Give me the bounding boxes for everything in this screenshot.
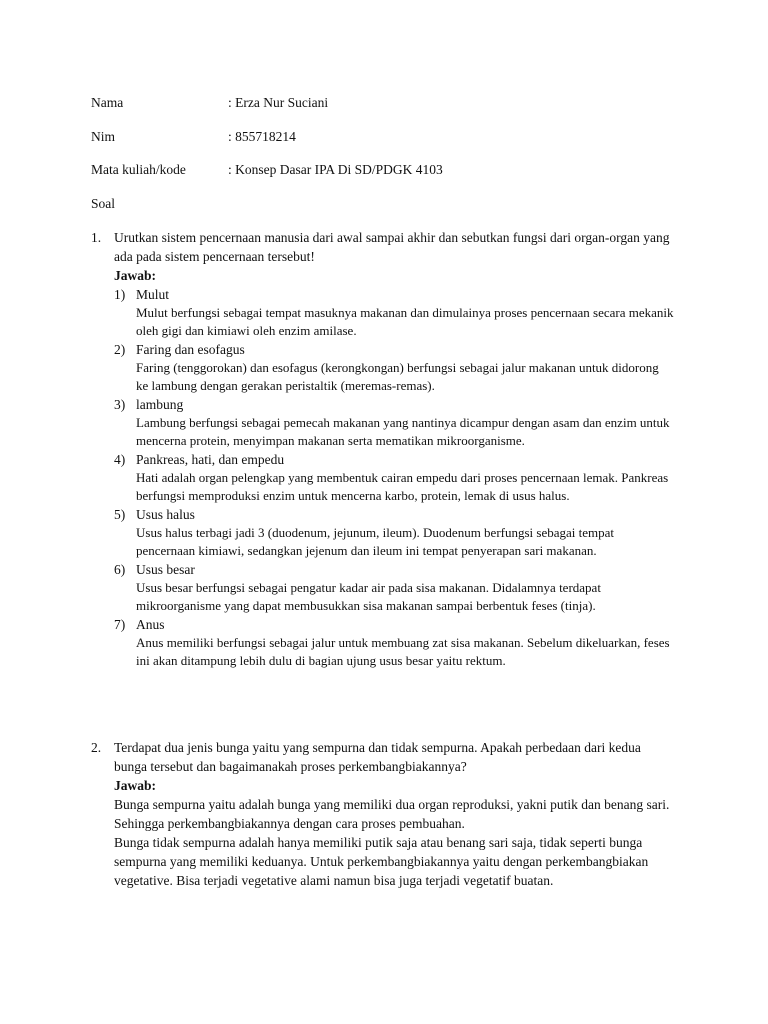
item-number: 4) — [114, 452, 126, 467]
list-item — [114, 560, 674, 615]
nim-label: Nim — [91, 129, 116, 144]
header-row-nim — [91, 127, 691, 146]
item-title: Faring dan esofagus — [136, 342, 245, 357]
question-2-jawab-label: Jawab: — [114, 778, 157, 793]
item-title: Pankreas, hati, dan empedu — [136, 452, 285, 467]
item-number: 6) — [114, 562, 126, 577]
answer-paragraph: Bunga tidak sempurna adalah hanya memiliki putik saja atau benang sari saja, tidak seperti bunga sempurna yang memiliki keduanya. Untuk perkembangbiakannya yaitu dengan perkembangbiakan vegetative. Bisa terjadi vegetative alami namun bisa juga terjadi vegetatif buatan. — [114, 835, 649, 888]
item-title: Usus besar — [136, 562, 195, 577]
mata-kuliah-label: Mata kuliah/kode — [91, 162, 186, 177]
item-title: Mulut — [136, 287, 170, 302]
question-1-text: Urutkan sistem pencernaan manusia dari awal sampai akhir dan sebutkan fungsi dari organ-organ yang ada pada sistem pencernaan tersebut! — [114, 230, 670, 264]
nama-label: Nama — [91, 95, 124, 110]
answer-paragraph: Bunga sempurna yaitu adalah bunga yang memiliki dua organ reproduksi, yakni putik dan benang sari. Sehingga perkembangbiakannya dengan cara proses pembuahan. — [114, 797, 670, 831]
question-2-text: Terdapat dua jenis bunga yaitu yang sempurna dan tidak sempurna. Apakah perbedaan dari kedua bunga tersebut dan bagaimanakah proses perkembangbiakannya? — [114, 740, 641, 774]
header-row-mata-kuliah — [91, 160, 691, 179]
item-number: 3) — [114, 397, 126, 412]
list-item — [114, 505, 674, 560]
item-description: Lambung berfungsi sebagai pemecah makanan yang nantinya dicampur dengan asam dan enzim untuk mencerna protein, menyimpan makanan serta mematikan mikroorganisme. — [136, 415, 670, 448]
list-item — [114, 395, 674, 450]
question-2 — [91, 738, 691, 890]
question-2-number: 2. — [91, 740, 102, 755]
list-item — [114, 285, 674, 340]
item-description: Hati adalah organ pelengkap yang membentuk cairan empedu dari proses pencernaan lemak. Pankreas berfungsi memproduksi enzim untuk mencerna karbo, protein, lemak di usus halus. — [136, 470, 669, 503]
item-description: Faring (tenggorokan) dan esofagus (kerongkongan) berfungsi sebagai jalur makanan untuk didorong ke lambung dengan gerakan peristaltik (meremas-remas). — [136, 360, 659, 393]
item-title: Usus halus — [136, 507, 195, 522]
item-number: 2) — [114, 342, 126, 357]
question-1-jawab-label: Jawab: — [114, 268, 157, 283]
item-title: lambung — [136, 397, 184, 412]
question-1-number: 1. — [91, 230, 102, 245]
item-number: 7) — [114, 617, 126, 632]
answer-2 — [114, 795, 674, 890]
list-item — [114, 450, 674, 505]
item-number: 1) — [114, 287, 126, 302]
list-item — [114, 615, 674, 670]
list-item — [114, 340, 674, 395]
soal-heading: Soal — [91, 196, 116, 211]
item-title: Anus — [136, 617, 165, 632]
nama-value: : Erza Nur Suciani — [228, 95, 329, 110]
item-description: Mulut berfungsi sebagai tempat masuknya makanan dan dimulainya proses pencernaan secara mekanik oleh gigi dan kimiawi oleh enzim amilase. — [136, 305, 674, 338]
nim-value: : 855718214 — [228, 129, 296, 144]
answer-1-list — [114, 285, 674, 670]
item-description: Usus besar berfungsi sebagai pengatur kadar air pada sisa makanan. Didalamnya terdapat mikroorganisme yang dapat membusukkan sisa makanan sampai berbentuk feses (tinja). — [136, 580, 601, 613]
item-description: Anus memiliki berfungsi sebagai jalur untuk membuang zat sisa makanan. Sebelum dikeluarkan, feses ini akan ditampung lebih dulu di bagian ujung usus besar yaitu rektum. — [136, 635, 670, 668]
item-number: 5) — [114, 507, 126, 522]
mata-kuliah-value: : Konsep Dasar IPA Di SD/PDGK 4103 — [228, 162, 443, 177]
header-row-nama — [91, 93, 691, 112]
question-1 — [91, 228, 691, 670]
item-description: Usus halus terbagi jadi 3 (duodenum, jejunum, ileum). Duodenum berfungsi sebagai tempat pencernaan kimiawi, sedangkan jejenum dan ileum ini tempat penyerapan sari makanan. — [136, 525, 615, 558]
